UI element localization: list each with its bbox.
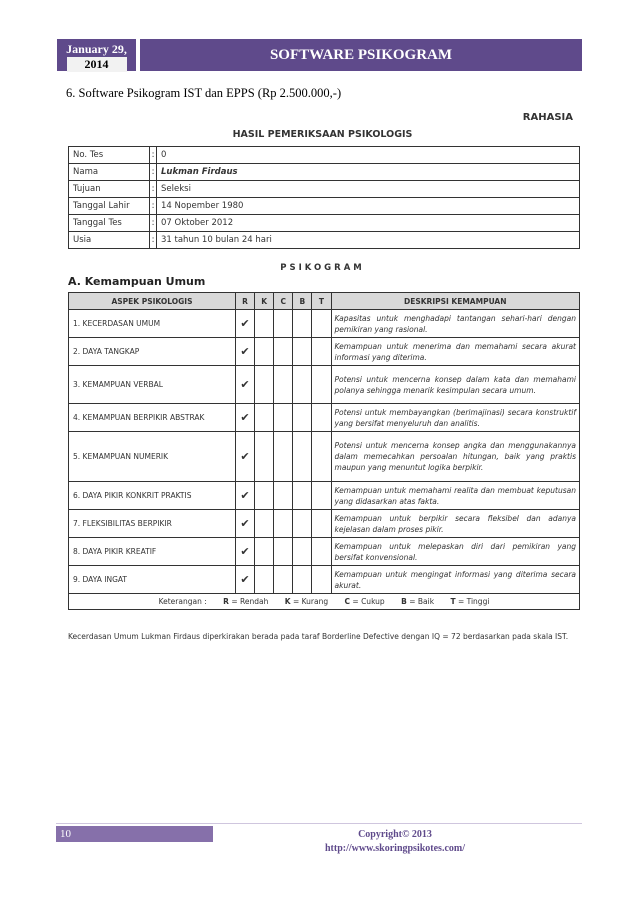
ability-row [69,310,580,338]
check-icon: ✔ [235,538,254,566]
col-c: C [274,293,293,310]
identity-label: No. Tes [69,147,150,164]
aspect-name: 1. KECERDASAN UMUM [69,310,236,338]
footer-divider [56,823,582,824]
aspect-name: 8. DAYA PIKIR KREATIF [69,538,236,566]
identity-label: Tanggal Tes [69,215,150,232]
legend-row [69,594,580,610]
identity-value: 0 [157,147,580,164]
identity-row: Tujuan : Seleksi [69,181,580,198]
check-icon: ✔ [235,510,254,538]
aspect-name: 2. DAYA TANGKAP [69,338,236,366]
aspect-name: 6. DAYA PIKIR KONKRIT PRAKTIS [69,482,236,510]
ability-row [69,432,580,482]
section-heading: 6. Software Psikogram IST dan EPPS (Rp 2.500.000,-) [66,86,342,100]
aspect-description: Kemampuan untuk menerima dan memahami secara akurat informasi yang diterima. [331,338,579,366]
identity-label: Usia [69,232,150,249]
col-r: R [235,293,254,310]
footer-copyright [280,828,510,856]
identity-label: Tujuan [69,181,150,198]
identity-row: No. Tes : 0 [69,147,580,164]
aspect-description: Potensi untuk mencerna konsep dalam kata dan memahami polanya sehingga menarik kesimpulan secara umum. [331,366,579,404]
col-t: T [312,293,331,310]
identity-row: Nama : Lukman Firdaus [69,164,580,181]
col-description: DESKRIPSI KEMAMPUAN [331,293,579,310]
identity-value: Seleksi [157,181,580,198]
header-title: SOFTWARE PSIKOGRAM [140,39,582,71]
check-icon: ✔ [235,310,254,338]
aspect-description: Kemampuan untuk memahami realita dan membuat keputusan yang didasarkan atas fakta. [331,482,579,510]
check-icon: ✔ [235,338,254,366]
identity-value: 07 Oktober 2012 [157,215,580,232]
header-date-year: 2014 [67,57,127,72]
aspect-name: 9. DAYA INGAT [69,566,236,594]
psikogram-title: PSIKOGRAM [280,263,365,273]
legend: Keterangan : R = Rendah K = Kurang C = Cukup B = Baik T = Tinggi [69,594,580,610]
check-icon: ✔ [235,566,254,594]
page-number: 10 [56,826,213,842]
aspect-name: 3. KEMAMPUAN VERBAL [69,366,236,404]
aspect-name: 4. KEMAMPUAN BERPIKIR ABSTRAK [69,404,236,432]
ability-header-row [69,293,580,310]
identity-label: Tanggal Lahir [69,198,150,215]
ability-table [68,292,580,610]
header-date-line1: January 29, [66,42,127,56]
identity-row: Tanggal Tes : 07 Oktober 2012 [69,215,580,232]
header-date [57,39,136,71]
ability-row [69,538,580,566]
section-title: A. Kemampuan Umum [68,275,206,288]
identity-value: 14 Nopember 1980 [157,198,580,215]
check-icon: ✔ [235,404,254,432]
identity-table [68,146,580,249]
aspect-description: Kemampuan untuk berpikir secara fleksibel dan adanya kejelasan dalam proses pikir. [331,510,579,538]
check-icon: ✔ [235,432,254,482]
col-aspect: ASPEK PSIKOLOGIS [69,293,236,310]
aspect-description: Kapasitas untuk menghadapi tantangan sehari-hari dengan pemikiran yang rasional. [331,310,579,338]
aspect-description: Potensi untuk membayangkan (berimajinasi) secara konstruktif yang bersifat menyeluruh dan analitis. [331,404,579,432]
conclusion-text: Kecerdasan Umum Lukman Firdaus diperkirakan berada pada taraf Borderline Defective dengan IQ = 72 berdasarkan pada skala IST. [68,632,569,641]
aspect-description: Potensi untuk mencerna konsep angka dan menggunakannya dalam memecahkan persoalan hitungan, baik yang praktis maupun yang menuntut logika berpikir. [331,432,579,482]
check-icon: ✔ [235,366,254,404]
aspect-name: 5. KEMAMPUAN NUMERIK [69,432,236,482]
copyright-text: Copyright© 2013 [358,829,432,840]
ability-row [69,404,580,432]
col-b: B [293,293,312,310]
aspect-description: Kemampuan untuk melepaskan diri dari pemikiran yang bersifat konvensional. [331,538,579,566]
ability-row [69,482,580,510]
col-k: K [255,293,274,310]
website-link[interactable]: http://www.skoringpsikotes.com/ [324,843,465,854]
confidential-label: RAHASIA [522,112,573,123]
identity-row: Usia : 31 tahun 10 bulan 24 hari [69,232,580,249]
ability-row [69,366,580,404]
ability-row [69,510,580,538]
identity-value: 31 tahun 10 bulan 24 hari [157,232,580,249]
report-title: HASIL PEMERIKSAAN PSIKOLOGIS [232,129,413,140]
aspect-name: 7. FLEKSIBILITAS BERPIKIR [69,510,236,538]
aspect-description: Kemampuan untuk mengingat informasi yang diterima secara akurat. [331,566,579,594]
identity-value: Lukman Firdaus [157,164,580,181]
identity-row: Tanggal Lahir : 14 Nopember 1980 [69,198,580,215]
ability-row [69,566,580,594]
check-icon: ✔ [235,482,254,510]
ability-row [69,338,580,366]
identity-label: Nama [69,164,150,181]
